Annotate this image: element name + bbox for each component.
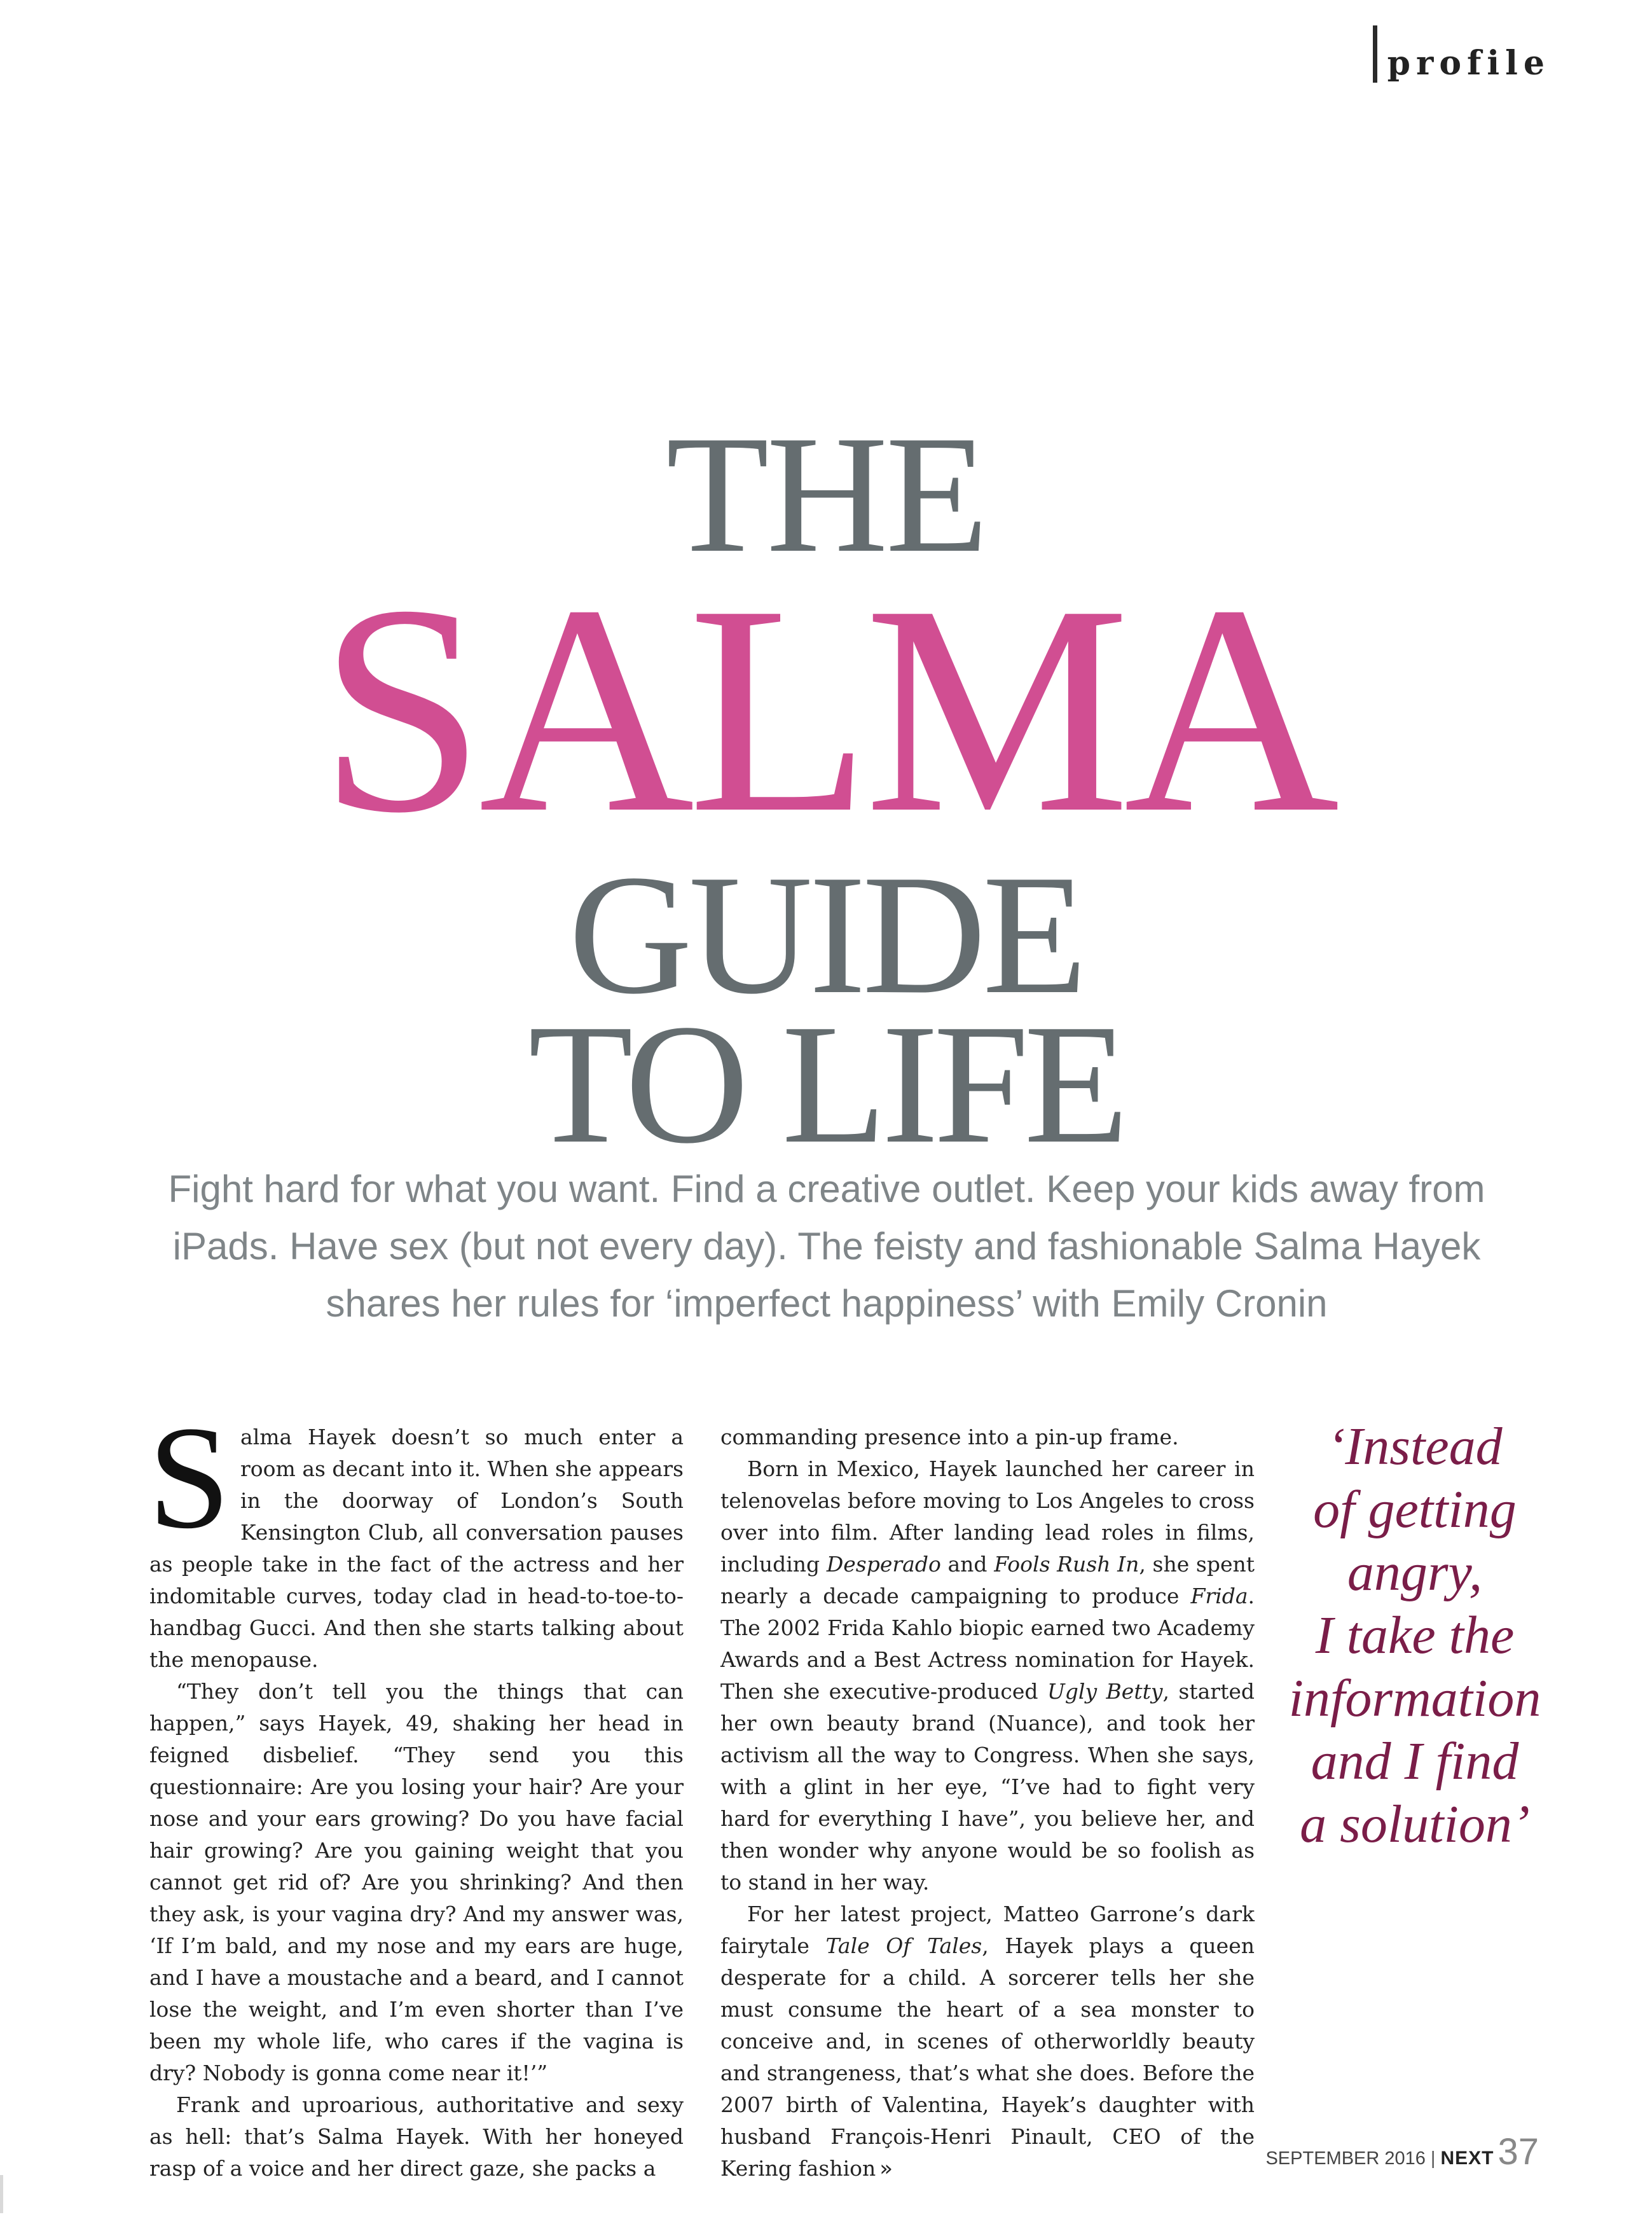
pull-quote-line: angry, (1347, 1543, 1483, 1602)
body-text: For her latest project, Matteo Garrone’s dark fairytale (720, 1902, 1255, 1958)
pull-quote-line: of getting (1313, 1480, 1517, 1539)
headline-line-salma: SALMA (319, 543, 1333, 874)
pull-quote-line: information (1288, 1669, 1541, 1728)
standfirst-line: Fight hard for what you want. Find a creative outlet. Keep your kids away from (168, 1168, 1485, 1210)
body-text: , she spent nearly a decade campaigning to produce (720, 1552, 1255, 1608)
body-text: . The 2002 Frida Kahlo biopic earned two Academy Awards and a Best Actress nomination for Hayek. Then she executive-produced (720, 1584, 1255, 1704)
body-column-1 (148, 1396, 684, 2185)
body-text: alma Hayek doesn’t so much enter a room as decant into it. When she appears in the doorway of London’s South Kensington Club, all conversation pauses as people take in the fact of the actress and her indomitable curves, today clad in head-to-toe-to-handbag Gucci. And then she starts talking about the menopause. (149, 1425, 684, 1672)
page-footer (1265, 2131, 1539, 2173)
pull-quote (1278, 1415, 1552, 1856)
body-paragraph: “They don’t tell you the things that can happen,” says Hayek, 49, shaking her head in feigned disbelief. “They send you this questionnaire: Are you losing your hair? Are your nose and your ears growing? Do you have facial hair growing? Are you gaining weight that you cannot get rid of? Are you shrinking? And then they ask, is your vagina dry? And my answer was, ‘If I’m bald, and my nose and my ears are huge, and I have a moustache and a beard, and I cannot lose the weight, and I’m even shorter than I’ve been my whole life, who cares if the vagina is dry? Nobody is gonna come near it!’” (149, 1679, 684, 2085)
footer-separator: | (1430, 2148, 1436, 2169)
page-number: 37 (1497, 2131, 1539, 2172)
film-title: Fools Rush In (994, 1552, 1139, 1577)
body-paragraph: commanding presence into a pin-up frame. (720, 1425, 1179, 1449)
drop-cap: S (148, 1396, 231, 1559)
section-label: profile (1387, 44, 1550, 83)
body-column-2 (720, 1421, 1255, 2185)
body-text: , Hayek plays a queen desperate for a child. A sorcerer tells her she must consume the heart of a sea monster to conceive and, in scenes of otherworldly beauty and strangeness, that’s what she does. Before the 2007 birth of Valentina, Hayek’s daughter with husband François-Henri Pinault, CEO of the Kering fashion (720, 1933, 1255, 2181)
pull-quote-line: a solution’ (1300, 1795, 1530, 1854)
continue-arrow-icon: » (879, 2156, 893, 2181)
film-title: Frida (1190, 1584, 1248, 1608)
pull-quote-line: and I find (1311, 1732, 1519, 1791)
body-paragraph (720, 1898, 1255, 2185)
issue-date: SEPTEMBER 2016 (1265, 2148, 1426, 2169)
standfirst (127, 1161, 1526, 1332)
section-divider-bar (1373, 25, 1377, 83)
body-text: , started her own beauty brand (Nuance), and took her activism all the way to Congress. When she says, with a glint in her eye, “I’ve had to fight very hard for everything I have”, you believe her, and then wonder why anyone would be so foolish as to stand in her way. (720, 1679, 1255, 1895)
body-paragraph: Frank and uproarious, authoritative and sexy as hell: that’s Salma Hayek. With her honeyed rasp of a voice and her direct gaze, she packs a (149, 2092, 684, 2181)
magazine-name: NEXT (1440, 2148, 1494, 2169)
body-paragraph (720, 1453, 1255, 1898)
film-title: Desperado (826, 1552, 941, 1577)
standfirst-line: iPads. Have sex (but not every day). The feisty and fashionable Salma Hayek (172, 1225, 1481, 1267)
pull-quote-line: ‘Instead (1327, 1417, 1503, 1476)
show-title: Ugly Betty (1047, 1679, 1163, 1704)
section-tag (1373, 25, 1550, 83)
body-text: and (940, 1552, 995, 1577)
film-title: Tale Of Tales (825, 1933, 982, 1958)
pull-quote-line: I take the (1315, 1606, 1515, 1665)
body-text: Born in Mexico, Hayek launched her career in telenovelas before moving to Los Angeles to cross over into film. After landing lead roles in films, including (720, 1456, 1255, 1577)
headline-line-the: THE (666, 401, 986, 588)
headline-line-to-life: TO LIFE (528, 989, 1124, 1179)
headline-line-guide: GUIDE (568, 839, 1084, 1030)
standfirst-line: shares her rules for ‘imperfect happiness’ with Emily Cronin (326, 1282, 1328, 1325)
page-edge-mark (0, 2175, 3, 2213)
body-paragraph (148, 1396, 684, 1676)
